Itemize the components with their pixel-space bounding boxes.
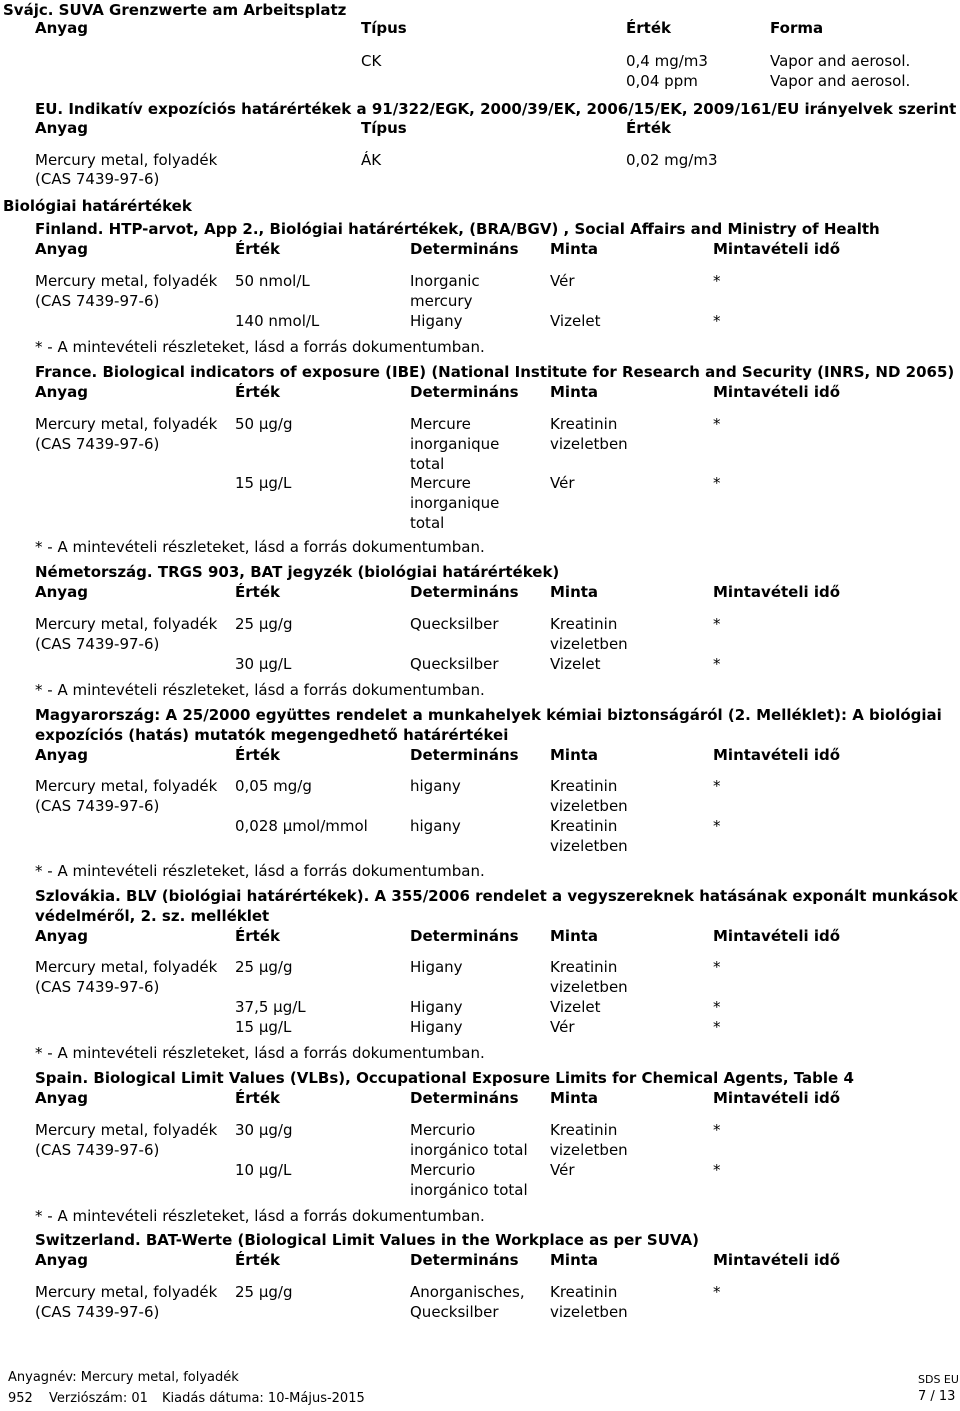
suva-row-forma: Vapor and aerosol. bbox=[770, 72, 911, 90]
table-cell-value: 50 µg/g bbox=[235, 415, 293, 433]
spain-header-anyag: Anyag bbox=[35, 1089, 88, 1107]
table-cell-sample: Vér bbox=[550, 1018, 575, 1036]
table-cell-sample: Kreatinin bbox=[550, 415, 618, 433]
finland-footnote: * - A mintevételi részleteket, lásd a forrás dokumentumban. bbox=[35, 338, 485, 356]
eu-row-ertek: 0,02 mg/m3 bbox=[626, 151, 718, 169]
france-header-anyag: Anyag bbox=[35, 383, 88, 401]
table-cell-value: 25 µg/g bbox=[235, 1283, 293, 1301]
suva-section-title: Svájc. SUVA Grenzwerte am Arbeitsplatz bbox=[3, 1, 347, 19]
france-header-det: Determináns bbox=[410, 383, 519, 401]
hungary-header-value: Érték bbox=[235, 746, 280, 764]
footer-doc-number: 952 bbox=[8, 1391, 33, 1406]
spain-section-title: Spain. Biological Limit Values (VLBs), Occupational Exposure Limits for Chemical Agents, Table 4 bbox=[35, 1069, 854, 1087]
table-cell-sample: vizeletben bbox=[550, 1303, 628, 1321]
table-cell-determinant: Anorganisches, bbox=[410, 1283, 525, 1301]
suva-row-tipus: CK bbox=[361, 52, 382, 70]
table-cell-determinant: Mercure bbox=[410, 415, 471, 433]
suva-header-tipus: Típus bbox=[361, 19, 407, 37]
slovakia-substance-name: Mercury metal, folyadék bbox=[35, 958, 218, 976]
table-cell-determinant: mercury bbox=[410, 292, 473, 310]
eu-substance-name: Mercury metal, folyadék bbox=[35, 151, 218, 169]
biological-limits-heading: Biológiai határértékek bbox=[3, 197, 192, 215]
table-cell-sampling-time: * bbox=[713, 958, 721, 976]
table-cell-sampling-time: * bbox=[713, 474, 721, 492]
switzerland-header-minta: Minta bbox=[550, 1251, 599, 1269]
spain-header-ido: Mintavételi idő bbox=[713, 1089, 841, 1107]
table-cell-value: 15 µg/L bbox=[235, 474, 292, 492]
table-cell-value: 15 µg/L bbox=[235, 1018, 292, 1036]
table-cell-sample: Vizelet bbox=[550, 655, 601, 673]
table-cell-sampling-time: * bbox=[713, 312, 721, 330]
table-cell-sample: Vér bbox=[550, 272, 575, 290]
table-cell-sample: Vizelet bbox=[550, 998, 601, 1016]
table-cell-value: 0,05 mg/g bbox=[235, 777, 312, 795]
footer-issue-date: Kiadás dátuma: 10-Május-2015 bbox=[162, 1391, 365, 1406]
germany-header-value: Érték bbox=[235, 583, 280, 601]
hungary-header-det: Determináns bbox=[410, 746, 519, 764]
slovakia-header-value: Érték bbox=[235, 927, 280, 945]
france-footnote: * - A mintevételi részleteket, lásd a forrás dokumentumban. bbox=[35, 538, 485, 556]
hungary-substance-cas: (CAS 7439-97-6) bbox=[35, 797, 160, 815]
footer-product-name: Anyagnév: Mercury metal, folyadék bbox=[8, 1370, 239, 1385]
hungary-section-title: Magyarország: A 25/2000 együttes rendelet a munkahelyek kémiai biztonságáról (2. Melléklet): A biológiai bbox=[35, 706, 942, 724]
table-cell-determinant: inorgánico total bbox=[410, 1181, 528, 1199]
table-cell-sampling-time: * bbox=[713, 272, 721, 290]
switzerland-header-value: Érték bbox=[235, 1251, 280, 1269]
table-cell-value: 25 µg/g bbox=[235, 615, 293, 633]
table-cell-value: 37,5 µg/L bbox=[235, 998, 306, 1016]
table-cell-sampling-time: * bbox=[713, 998, 721, 1016]
switzerland-header-anyag: Anyag bbox=[35, 1251, 88, 1269]
table-cell-sample: Vizelet bbox=[550, 312, 601, 330]
finland-substance-cas: (CAS 7439-97-6) bbox=[35, 292, 160, 310]
slovakia-footnote: * - A mintevételi részleteket, lásd a forrás dokumentumban. bbox=[35, 1044, 485, 1062]
hungary-footnote: * - A mintevételi részleteket, lásd a forrás dokumentumban. bbox=[35, 862, 485, 880]
table-cell-value: 0,028 µmol/mmol bbox=[235, 817, 368, 835]
eu-section-title: EU. Indikatív expozíciós határértékek a 91/322/EGK, 2000/39/EK, 2006/15/EK, 2009/161/EU irányelvek szerint bbox=[35, 100, 957, 118]
france-substance-name: Mercury metal, folyadék bbox=[35, 415, 218, 433]
table-cell-determinant: Mercurio bbox=[410, 1161, 476, 1179]
table-cell-sampling-time: * bbox=[713, 415, 721, 433]
suva-row-ertek: 0,4 mg/m3 bbox=[626, 52, 708, 70]
spain-header-minta: Minta bbox=[550, 1089, 599, 1107]
suva-header-ertek: Érték bbox=[626, 19, 671, 37]
table-cell-value: 30 µg/L bbox=[235, 655, 292, 673]
table-cell-sample: Vér bbox=[550, 474, 575, 492]
eu-header-ertek: Érték bbox=[626, 119, 671, 137]
france-section-title: France. Biological indicators of exposure (IBE) (National Institute for Research and Security (INRS, ND 2065) bbox=[35, 363, 955, 381]
finland-substance-name: Mercury metal, folyadék bbox=[35, 272, 218, 290]
germany-header-det: Determináns bbox=[410, 583, 519, 601]
table-cell-determinant: total bbox=[410, 514, 445, 532]
eu-row-tipus: ÁK bbox=[361, 151, 382, 169]
germany-substance-name: Mercury metal, folyadék bbox=[35, 615, 218, 633]
table-cell-sampling-time: * bbox=[713, 1161, 721, 1179]
table-cell-determinant: Higany bbox=[410, 958, 463, 976]
germany-header-minta: Minta bbox=[550, 583, 599, 601]
table-cell-sampling-time: * bbox=[713, 655, 721, 673]
table-cell-sampling-time: * bbox=[713, 1121, 721, 1139]
footer-version: Verziószám: 01 bbox=[49, 1391, 148, 1406]
germany-header-anyag: Anyag bbox=[35, 583, 88, 601]
table-cell-sampling-time: * bbox=[713, 1018, 721, 1036]
footer-sds-label: SDS EU bbox=[918, 1373, 959, 1386]
table-cell-determinant: Mercure bbox=[410, 474, 471, 492]
slovakia-header-det: Determináns bbox=[410, 927, 519, 945]
hungary-header-anyag: Anyag bbox=[35, 746, 88, 764]
switzerland-substance-cas: (CAS 7439-97-6) bbox=[35, 1303, 160, 1321]
table-cell-sample: Kreatinin bbox=[550, 777, 618, 795]
slovakia-header-minta: Minta bbox=[550, 927, 599, 945]
switzerland-header-ido: Mintavételi idő bbox=[713, 1251, 841, 1269]
france-header-value: Érték bbox=[235, 383, 280, 401]
table-cell-sample: Kreatinin bbox=[550, 817, 618, 835]
suva-row-ertek: 0,04 ppm bbox=[626, 72, 698, 90]
suva-header-anyag: Anyag bbox=[35, 19, 88, 37]
eu-substance-cas: (CAS 7439-97-6) bbox=[35, 170, 160, 188]
finland-header-value: Érték bbox=[235, 240, 280, 258]
table-cell-sample: Kreatinin bbox=[550, 615, 618, 633]
finland-section-title: Finland. HTP-arvot, App 2., Biológiai határértékek, (BRA/BGV) , Social Affairs and Ministry of Health bbox=[35, 220, 880, 238]
table-cell-determinant: inorganique bbox=[410, 435, 500, 453]
france-substance-cas: (CAS 7439-97-6) bbox=[35, 435, 160, 453]
footer-page-number: 7 / 13 bbox=[918, 1389, 956, 1404]
table-cell-determinant: Higany bbox=[410, 1018, 463, 1036]
switzerland-substance-name: Mercury metal, folyadék bbox=[35, 1283, 218, 1301]
table-cell-sample: vizeletben bbox=[550, 1141, 628, 1159]
finland-header-det: Determináns bbox=[410, 240, 519, 258]
slovakia-substance-cas: (CAS 7439-97-6) bbox=[35, 978, 160, 996]
table-cell-value: 50 nmol/L bbox=[235, 272, 310, 290]
france-header-minta: Minta bbox=[550, 383, 599, 401]
finland-header-minta: Minta bbox=[550, 240, 599, 258]
table-cell-sampling-time: * bbox=[713, 817, 721, 835]
table-cell-sample: vizeletben bbox=[550, 435, 628, 453]
finland-header-ido: Mintavételi idő bbox=[713, 240, 841, 258]
table-cell-sample: Vér bbox=[550, 1161, 575, 1179]
hungary-section-title-cont: expozíciós (hatás) mutatók megengedhető határértékei bbox=[35, 726, 509, 744]
table-cell-determinant: Quecksilber bbox=[410, 615, 499, 633]
table-cell-determinant: total bbox=[410, 455, 445, 473]
slovakia-header-ido: Mintavételi idő bbox=[713, 927, 841, 945]
suva-row-forma: Vapor and aerosol. bbox=[770, 52, 911, 70]
spain-footnote: * - A mintevételi részleteket, lásd a forrás dokumentumban. bbox=[35, 1207, 485, 1225]
table-cell-sample: Kreatinin bbox=[550, 1283, 618, 1301]
table-cell-value: 30 µg/g bbox=[235, 1121, 293, 1139]
switzerland-header-det: Determináns bbox=[410, 1251, 519, 1269]
germany-section-title: Németország. TRGS 903, BAT jegyzék (biológiai határértékek) bbox=[35, 563, 560, 581]
eu-header-tipus: Típus bbox=[361, 119, 407, 137]
hungary-substance-name: Mercury metal, folyadék bbox=[35, 777, 218, 795]
table-cell-sample: Kreatinin bbox=[550, 958, 618, 976]
table-cell-determinant: Quecksilber bbox=[410, 655, 499, 673]
spain-header-value: Érték bbox=[235, 1089, 280, 1107]
table-cell-value: 10 µg/L bbox=[235, 1161, 292, 1179]
france-header-ido: Mintavételi idő bbox=[713, 383, 841, 401]
switzerland-section-title: Switzerland. BAT-Werte (Biological Limit Values in the Workplace as per SUVA) bbox=[35, 1231, 699, 1249]
suva-header-forma: Forma bbox=[770, 19, 824, 37]
table-cell-sampling-time: * bbox=[713, 1283, 721, 1301]
table-cell-sampling-time: * bbox=[713, 615, 721, 633]
table-cell-value: 140 nmol/L bbox=[235, 312, 320, 330]
table-cell-determinant: Quecksilber bbox=[410, 1303, 499, 1321]
germany-substance-cas: (CAS 7439-97-6) bbox=[35, 635, 160, 653]
spain-substance-cas: (CAS 7439-97-6) bbox=[35, 1141, 160, 1159]
table-cell-determinant: Higany bbox=[410, 312, 463, 330]
germany-header-ido: Mintavételi idő bbox=[713, 583, 841, 601]
finland-header-anyag: Anyag bbox=[35, 240, 88, 258]
slovakia-header-anyag: Anyag bbox=[35, 927, 88, 945]
spain-header-det: Determináns bbox=[410, 1089, 519, 1107]
table-cell-sample: Kreatinin bbox=[550, 1121, 618, 1139]
table-cell-sampling-time: * bbox=[713, 777, 721, 795]
table-cell-sample: vizeletben bbox=[550, 797, 628, 815]
eu-header-anyag: Anyag bbox=[35, 119, 88, 137]
table-cell-sample: vizeletben bbox=[550, 978, 628, 996]
slovakia-section-title: Szlovákia. BLV (biológiai határértékek). A 355/2006 rendelet a vegyszereknek hatásának exponált munkások bbox=[35, 887, 958, 905]
hungary-header-ido: Mintavételi idő bbox=[713, 746, 841, 764]
germany-footnote: * - A mintevételi részleteket, lásd a forrás dokumentumban. bbox=[35, 681, 485, 699]
table-cell-determinant: Mercurio bbox=[410, 1121, 476, 1139]
slovakia-section-title-cont: védelméről, 2. sz. melléklet bbox=[35, 907, 270, 925]
table-cell-determinant: inorganique bbox=[410, 494, 500, 512]
table-cell-determinant: higany bbox=[410, 817, 461, 835]
table-cell-sample: vizeletben bbox=[550, 635, 628, 653]
spain-substance-name: Mercury metal, folyadék bbox=[35, 1121, 218, 1139]
hungary-header-minta: Minta bbox=[550, 746, 599, 764]
table-cell-determinant: Inorganic bbox=[410, 272, 480, 290]
table-cell-sample: vizeletben bbox=[550, 837, 628, 855]
table-cell-determinant: Higany bbox=[410, 998, 463, 1016]
table-cell-value: 25 µg/g bbox=[235, 958, 293, 976]
table-cell-determinant: inorgánico total bbox=[410, 1141, 528, 1159]
table-cell-determinant: higany bbox=[410, 777, 461, 795]
